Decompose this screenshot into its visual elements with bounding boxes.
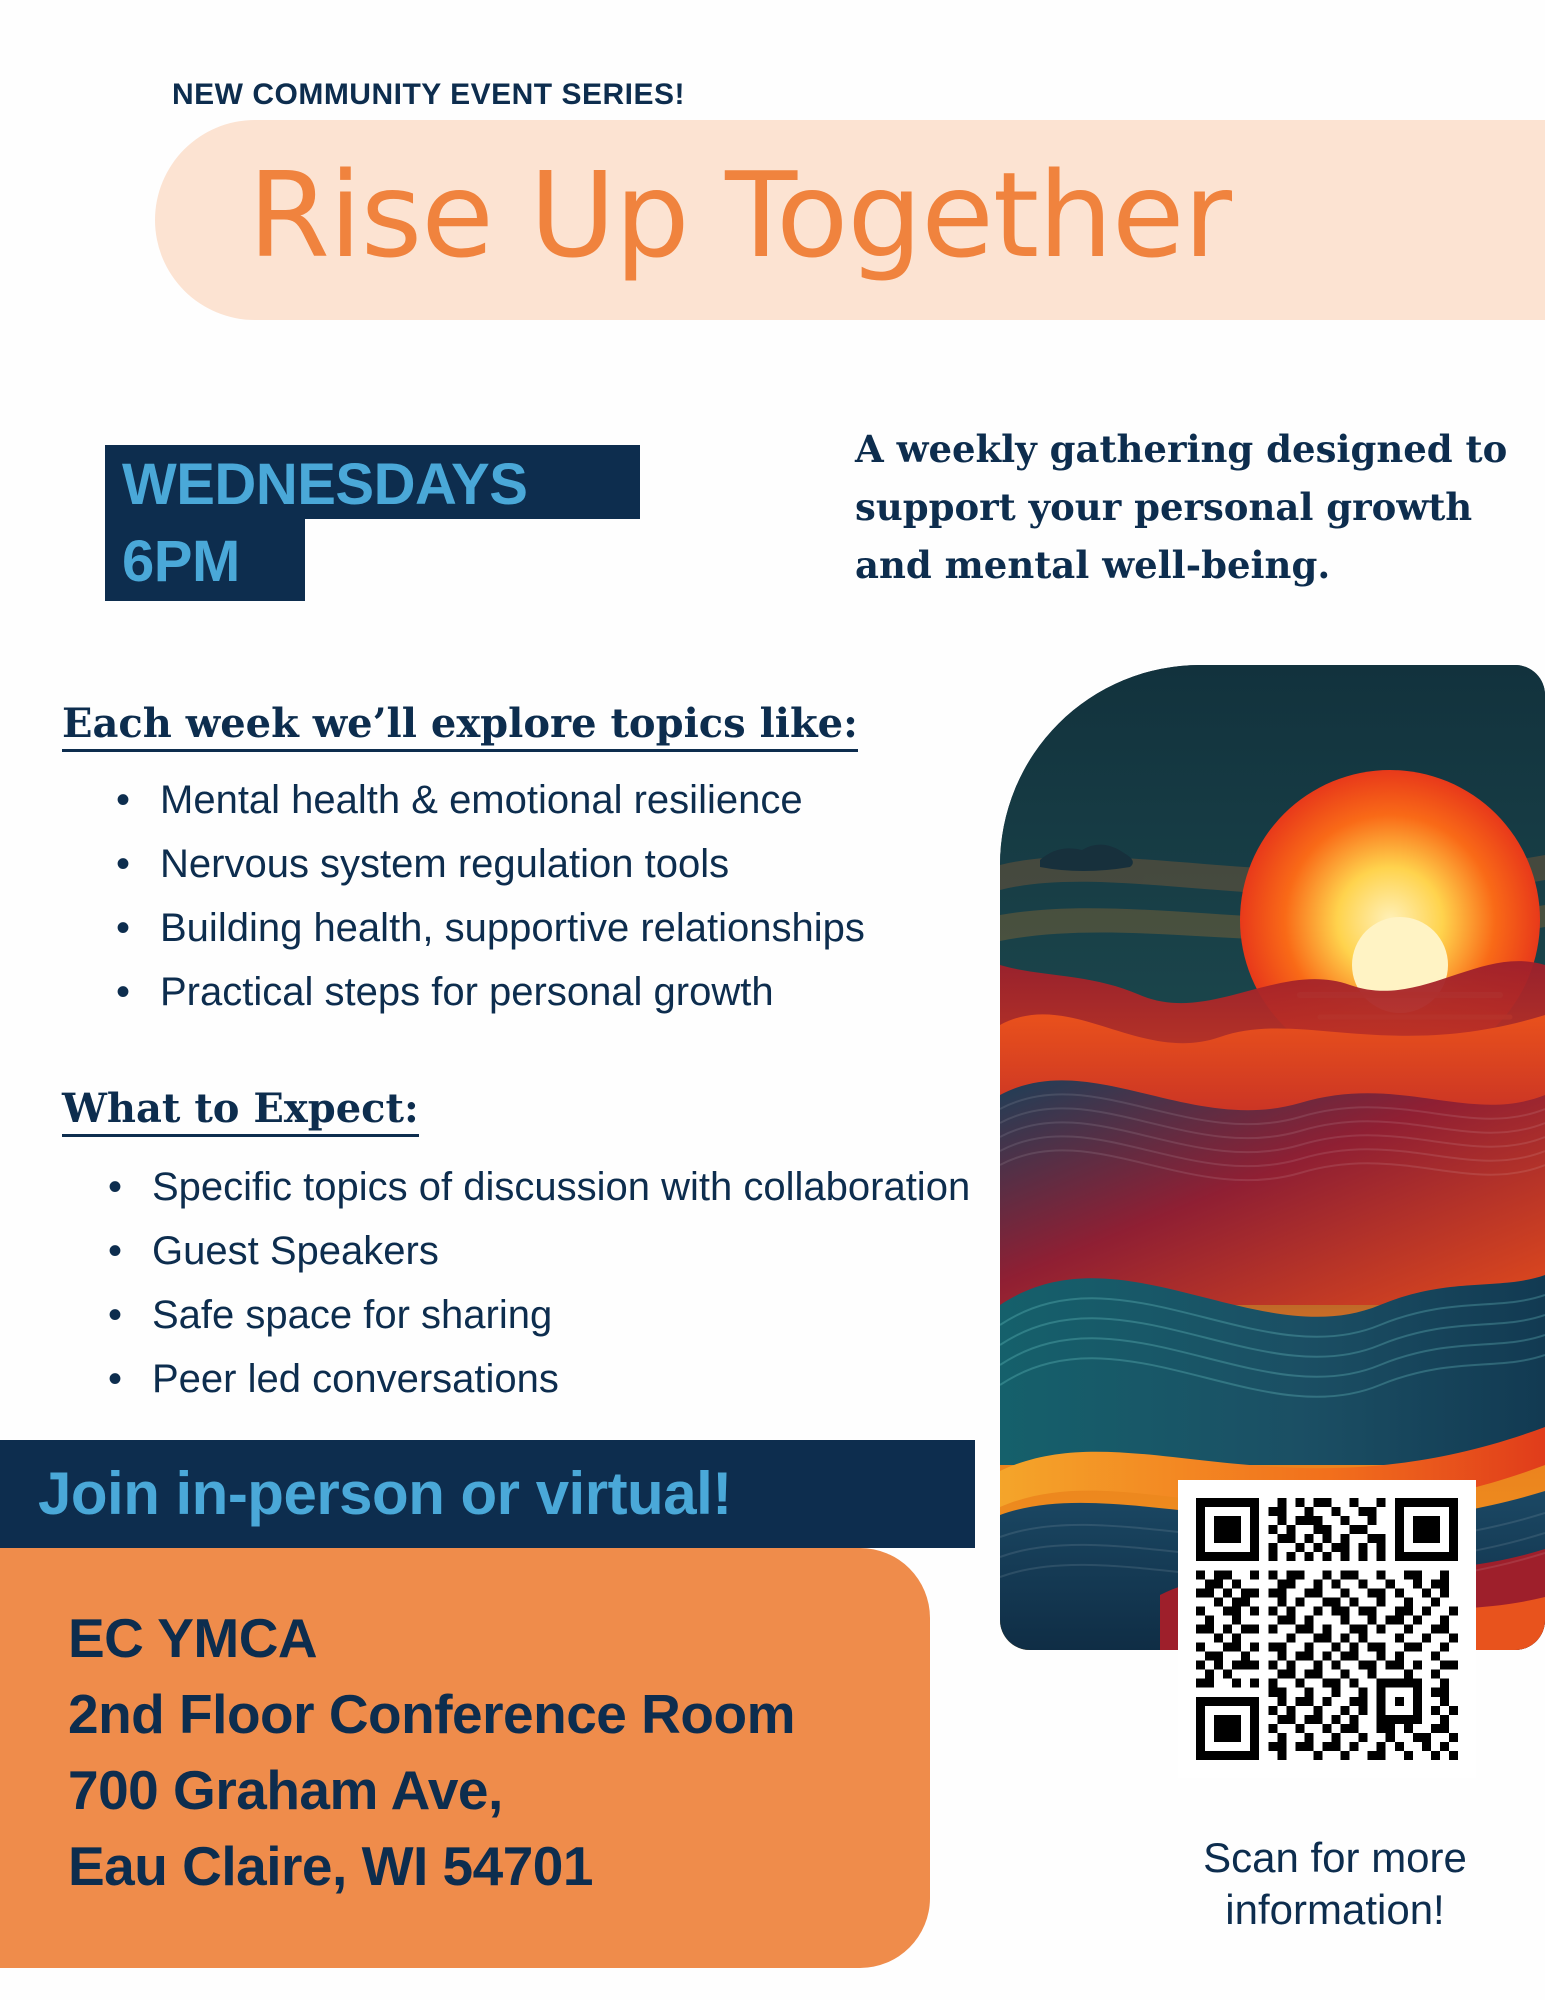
intro-paragraph: A weekly gathering designed to support your personal growth and mental well-being. (855, 427, 1508, 587)
qr-caption: Scan for more information! (1203, 1834, 1467, 1933)
topics-heading: Each week we’ll explore topics like: (62, 700, 858, 752)
location-text (68, 1600, 795, 1904)
join-banner-text: Join in-person or virtual! (38, 1460, 732, 1527)
location-line-4: Eau Claire, WI 54701 (68, 1835, 593, 1897)
list-item: • Guest Speakers (152, 1219, 970, 1283)
kicker-text: NEW COMMUNITY EVENT SERIES! (172, 78, 685, 111)
topics-list (100, 768, 865, 1024)
list-item: • Nervous system regulation tools (160, 832, 865, 896)
list-item: • Building health, supportive relationships (160, 896, 865, 960)
qr-code[interactable] (1196, 1498, 1458, 1760)
location-line-2: 2nd Floor Conference Room (68, 1683, 795, 1745)
location-line-1: EC YMCA (68, 1607, 318, 1669)
location-line-3: 700 Graham Ave, (68, 1759, 503, 1821)
expectations-list (92, 1155, 970, 1411)
list-item: • Practical steps for personal growth (160, 960, 865, 1024)
expectations-heading: What to Expect: (62, 1085, 419, 1137)
schedule-day: WEDNESDAYS (122, 452, 528, 517)
page-title: Rise Up Together (248, 146, 1232, 284)
schedule-time: 6PM (122, 529, 240, 594)
list-item: • Mental health & emotional resilience (160, 768, 865, 832)
list-item: • Peer led conversations (152, 1347, 970, 1411)
list-item: • Specific topics of discussion with collaboration (152, 1155, 970, 1219)
list-item: • Safe space for sharing (152, 1283, 970, 1347)
